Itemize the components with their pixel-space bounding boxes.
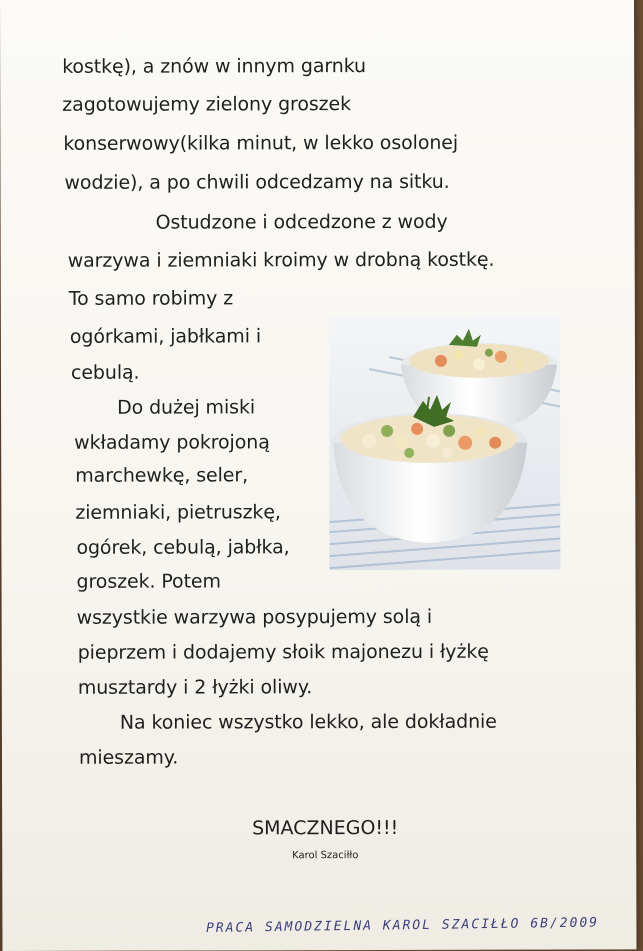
recipe-line: zagotowujemy zielony groszek — [62, 93, 352, 116]
handwritten-note: PRACA SAMODZIELNA KAROL SZACIŁŁO 6B/2009 — [205, 915, 600, 937]
salad-bowls-photo — [329, 317, 561, 571]
recipe-line: ogórkami, jabłkami i — [69, 325, 262, 348]
recipe-line: Na koniec wszystko lekko, ale dokładnie — [119, 710, 497, 734]
recipe-line: To samo robimy z — [68, 287, 234, 310]
recipe-line: pieprzem i dodajemy słoik majonezu i łyżkę — [77, 640, 489, 664]
recipe-line: mieszamy. — [78, 746, 179, 769]
recipe-line: warzywa i ziemniaki kroimy w drobną kostkę. — [67, 248, 495, 272]
recipe-line: ziemniaki, pietruszkę, — [75, 501, 281, 524]
recipe-line: Do dużej miski — [117, 396, 256, 419]
closing-text: SMACZNEGO!!! — [252, 816, 399, 840]
author-name: Karol Szaciłło — [292, 850, 359, 862]
recipe-line: wszystkie warzywa posypujemy solą i — [76, 605, 433, 629]
recipe-line: marchewkę, seler, — [75, 464, 249, 487]
recipe-line: wkładamy pokrojoną — [74, 431, 270, 454]
recipe-line: cebulą. — [70, 361, 140, 384]
recipe-line: kostkę), a znów w innym garnku — [62, 55, 367, 78]
recipe-line: ogórek, cebulą, jabłka, — [76, 536, 290, 559]
recipe-line: groszek. Potem — [76, 570, 221, 593]
recipe-line: wodzie), a po chwili odcedzamy na sitku. — [64, 170, 450, 194]
salad-bowls-illustration — [329, 317, 561, 571]
recipe-line: Ostudzone i odcedzone z wody — [155, 210, 448, 234]
recipe-line: musztardy i 2 łyżki oliwy. — [77, 676, 313, 699]
recipe-line: konserwowy(kilka minut, w lekko osolonej — [63, 131, 459, 155]
